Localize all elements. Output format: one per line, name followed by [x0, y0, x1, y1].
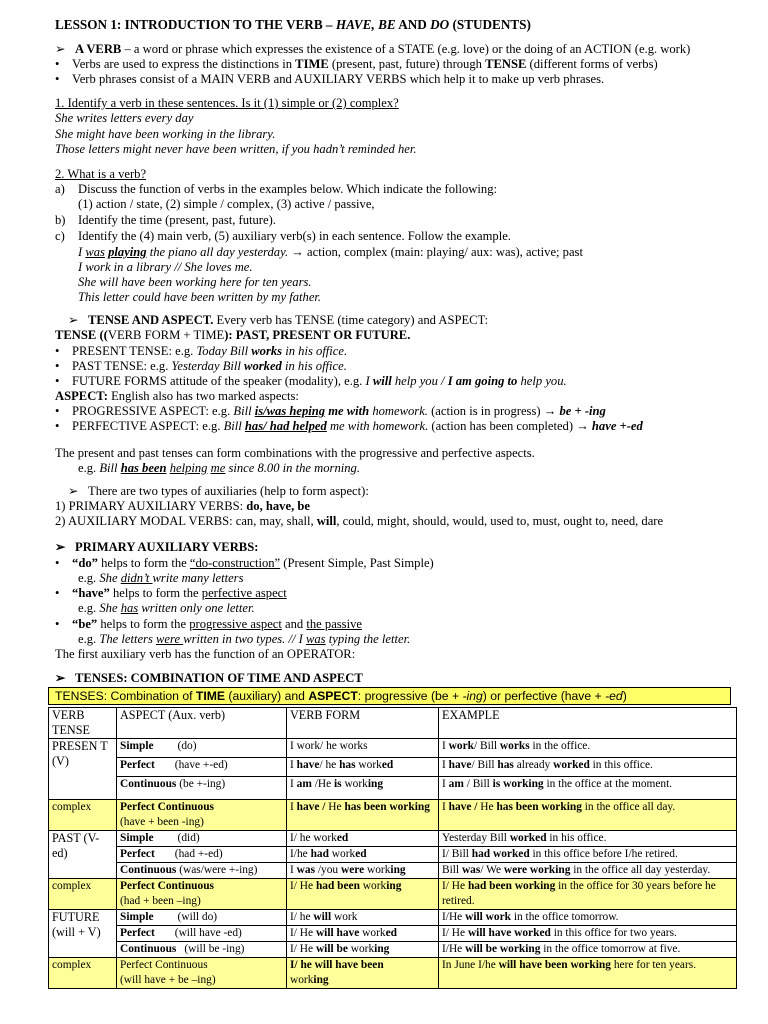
table-row	[49, 958, 737, 989]
table-row	[49, 942, 737, 958]
aspect-cell: Perfect (will have -ed)	[117, 926, 287, 942]
have-example: e.g. She has written only one letter.	[78, 601, 255, 615]
item-b: b)	[55, 213, 66, 227]
form-cell: I/ He will have worked	[287, 926, 439, 942]
operator-note: The first auxiliary verb has the function of an OPERATOR:	[55, 647, 356, 661]
aspect-cell: Continuous (was/were +-ing)	[117, 863, 287, 879]
example-cell: I/He will be working in the office tomorrow at five.	[439, 942, 737, 958]
form-cell: I/ he worked	[287, 831, 439, 847]
have-line: • “have” helps to form the perfective aspect	[55, 586, 287, 600]
table-row	[49, 800, 737, 831]
table-row	[49, 863, 737, 879]
section-2-heading: 2. What is a verb?	[55, 167, 147, 181]
aux-primary-line: 1) PRIMARY AUXILIARY VERBS: do, have, be	[55, 499, 310, 513]
perfective-aspect-line: • PERFECTIVE ASPECT: e.g. Bill has/ had helped me with homework. (action has been completed) → have +-ed	[55, 419, 643, 433]
example-cell: I/He will work in the office tomorrow.	[439, 910, 737, 926]
arrow-bullet-icon: ➢	[55, 540, 66, 554]
header-verb-form: VERB FORM	[287, 708, 439, 739]
example-cell: Yesterday Bill worked in his office.	[439, 831, 737, 847]
header-verb-tense: VERB TENSE	[49, 708, 117, 739]
tenses-table-caption: TENSES: Combination of TIME (auxiliary) and ASPECT: progressive (be + -ing) or perfective (have + -ed)	[48, 687, 731, 705]
form-cell: I was /you were working	[287, 863, 439, 879]
form-cell: I have / He has been working	[287, 800, 439, 831]
sentence-1: She writes letters every day	[55, 111, 194, 125]
table-row	[49, 926, 737, 942]
be-line: • “be” helps to form the progressive aspect and the passive	[55, 617, 362, 631]
arrow-bullet-icon: ➢	[68, 484, 79, 498]
item-c-text: Identify the (4) main verb, (5) auxiliary verb(s) in each sentence. Follow the example.	[78, 229, 511, 243]
do-example: e.g. She didn’t write many letters	[78, 571, 244, 585]
be-example: e.g. The letters were written in two types. // I was typing the letter.	[78, 632, 411, 646]
sentence-2: She might have been working in the library.	[55, 127, 276, 141]
aspect-cell: Perfect Continuous (had + been –ing)	[117, 879, 287, 910]
present-label: PRESEN T (V)	[49, 739, 117, 800]
aspect-cell: Continuous (will be -ing)	[117, 942, 287, 958]
complex-label: complex	[49, 958, 117, 989]
arrow-right-icon: →	[576, 419, 589, 433]
intro-line-3: • Verb phrases consist of a MAIN VERB and AUXILIARY VERBS which help it to make up verb phrases.	[55, 72, 605, 86]
complex-label: complex	[49, 800, 117, 831]
bullet-icon: •	[55, 617, 60, 631]
example-1: I was playing the piano all day yesterday. → action, complex (main: playing/ aux: was), active; past	[78, 245, 583, 259]
table-row	[49, 847, 737, 863]
aux-modal-line: 2) AUXILIARY MODAL VERBS: can, may, shall, will, could, might, should, would, used to, must, ought to, need, dare	[55, 514, 664, 528]
bullet-icon: •	[55, 359, 60, 373]
example-cell: I have / He has been working in the office all day.	[439, 800, 737, 831]
complex-label: complex	[49, 879, 117, 910]
form-cell: I work/ he works	[287, 739, 439, 758]
table-row	[49, 831, 737, 847]
table-header-row	[49, 708, 737, 739]
example-cell: I/ Bill had worked in this office before I/he retired.	[439, 847, 737, 863]
aspect-cell: Perfect (have +-ed)	[117, 758, 287, 777]
header-aspect: ASPECT (Aux. verb)	[117, 708, 287, 739]
bullet-icon: •	[55, 374, 60, 388]
arrow-bullet-icon: ➢	[55, 42, 66, 56]
table-row	[49, 758, 737, 777]
combination-example: e.g. Bill has been helping me since 8.00 in the morning.	[78, 461, 360, 475]
aspect-cell: Continuous (be +-ing)	[117, 777, 287, 800]
aspect-cell: Perfect Continuous (will have + be –ing)	[117, 958, 287, 989]
tense-aspect-heading: ➢ TENSE AND ASPECT. Every verb has TENSE (time category) and ASPECT:	[68, 313, 489, 327]
example-cell: I am / Bill is working in the office at the moment.	[439, 777, 737, 800]
progressive-aspect-line: • PROGRESSIVE ASPECT: e.g. Bill is/was heping me with homework. (action is in progress) → be + -ing	[55, 404, 606, 418]
header-example: EXAMPLE	[439, 708, 737, 739]
aspect-cell: Simple (will do)	[117, 910, 287, 926]
example-cell: In June I/he will have been working here for ten years.	[439, 958, 737, 989]
aspect-definition: ASPECT: English also has two marked aspects:	[55, 389, 299, 403]
form-cell: I/ he will have been working	[287, 958, 439, 989]
form-cell: I have/ he has worked	[287, 758, 439, 777]
arrow-right-icon: →	[288, 245, 308, 259]
tenses-heading: ➢ TENSES: COMBINATION OF TIME AND ASPECT	[55, 671, 363, 685]
primary-aux-heading: ➢ PRIMARY AUXILIARY VERBS:	[55, 540, 259, 554]
arrow-bullet-icon: ➢	[68, 313, 79, 327]
table-row	[49, 739, 737, 758]
item-a-text: Discuss the function of verbs in the examples below. Which indicate the following:	[78, 182, 497, 196]
combination-note: The present and past tenses can form combinations with the progressive and perfective aspects.	[55, 446, 535, 460]
intro-line-2: • Verbs are used to express the distinctions in TIME (present, past, future) through TENSE (different forms of verbs)	[55, 57, 658, 71]
item-a-sub: (1) action / state, (2) simple / complex, (3) active / passive,	[78, 197, 375, 211]
aspect-cell: Simple (did)	[117, 831, 287, 847]
form-cell: I am /He is working	[287, 777, 439, 800]
future-label: FUTURE (will + V)	[49, 910, 117, 958]
item-b-text: Identify the time (present, past, future).	[78, 213, 276, 227]
tenses-table	[48, 707, 737, 989]
bullet-icon: •	[55, 419, 60, 433]
form-cell: I/ he will work	[287, 910, 439, 926]
past-tense-line: • PAST TENSE: e.g. Yesterday Bill worked in his office.	[55, 359, 347, 373]
example-3: She will have been working here for ten years.	[78, 275, 312, 289]
example-cell: I have/ Bill has already worked in this office.	[439, 758, 737, 777]
example-cell: I/ He will have worked in this office for two years.	[439, 926, 737, 942]
bullet-icon: •	[55, 404, 60, 418]
example-cell: Bill was/ We were working in the office all day yesterday.	[439, 863, 737, 879]
aux-types-heading: ➢ There are two types of auxiliaries (help to form aspect):	[68, 484, 369, 498]
example-cell: I work/ Bill works in the office.	[439, 739, 737, 758]
do-line: • “do” helps to form the “do-construction” (Present Simple, Past Simple)	[55, 556, 434, 570]
bullet-icon: •	[55, 57, 60, 71]
item-c: c)	[55, 229, 65, 243]
form-cell: I/ He had been working	[287, 879, 439, 910]
arrow-bullet-icon: ➢	[55, 671, 66, 685]
lesson-title: LESSON 1: INTRODUCTION TO THE VERB – HAVE, BE AND DO (STUDENTS)	[55, 17, 531, 32]
example-2: I work in a library // She loves me.	[78, 260, 253, 274]
aspect-cell: Simple (do)	[117, 739, 287, 758]
bullet-icon: •	[55, 586, 60, 600]
aspect-cell: Perfect Continuous (have + been -ing)	[117, 800, 287, 831]
tense-definition: TENSE ((VERB FORM + TIME): PAST, PRESENT OR FUTURE.	[55, 328, 411, 342]
bullet-icon: •	[55, 72, 60, 86]
arrow-right-icon: →	[543, 404, 557, 418]
table-row	[49, 879, 737, 910]
past-label: PAST (V-ed)	[49, 831, 117, 879]
form-cell: I/ He will be working	[287, 942, 439, 958]
bullet-icon: •	[55, 556, 60, 570]
bullet-icon: •	[55, 344, 60, 358]
table-row	[49, 777, 737, 800]
future-forms-line: • FUTURE FORMS attitude of the speaker (modality), e.g. I will help you / I am going to help you.	[55, 374, 567, 388]
table-row	[49, 910, 737, 926]
sentence-3: Those letters might never have been written, if you hadn’t reminded her.	[55, 142, 417, 156]
example-cell: I/ He had been working in the office for 30 years before he retired.	[439, 879, 737, 910]
aspect-cell: Perfect (had +-ed)	[117, 847, 287, 863]
example-4: This letter could have been written by my father.	[78, 290, 322, 304]
form-cell: I/he had worked	[287, 847, 439, 863]
intro-line-1: ➢ A VERB – a word or phrase which expresses the existence of a STATE (e.g. love) or the doing of an ACTION (e.g. work)	[55, 42, 691, 56]
section-1-heading: 1. Identify a verb in these sentences. Is it (1) simple or (2) complex?	[55, 96, 399, 110]
item-a: a)	[55, 182, 65, 196]
present-tense-line: • PRESENT TENSE: e.g. Today Bill works in his office.	[55, 344, 348, 358]
